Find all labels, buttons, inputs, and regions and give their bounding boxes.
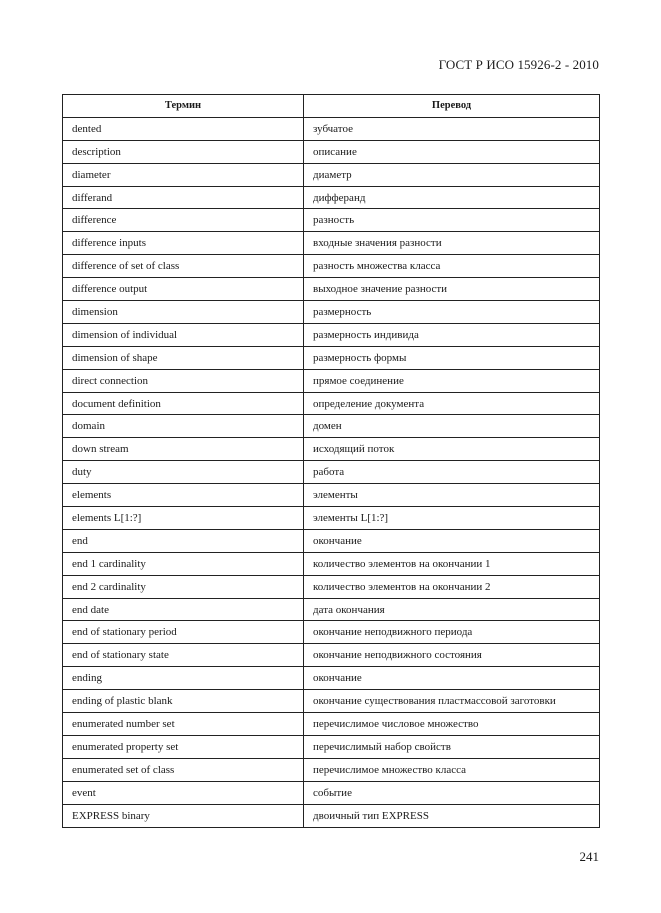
term-cell: difference output bbox=[63, 278, 304, 301]
term-cell: enumerated property set bbox=[63, 735, 304, 758]
table-row bbox=[63, 415, 600, 438]
translation-cell: определение документа bbox=[304, 392, 600, 415]
translation-cell: дата окончания bbox=[304, 598, 600, 621]
table-row bbox=[63, 758, 600, 781]
page-number: 241 bbox=[579, 849, 599, 864]
term-cell: ending bbox=[63, 667, 304, 690]
translation-cell: входные значения разности bbox=[304, 232, 600, 255]
translation-cell: перечислимый набор свойств bbox=[304, 735, 600, 758]
translation-cell: размерность формы bbox=[304, 346, 600, 369]
document-header: ГОСТ Р ИСО 15926-2 - 2010 bbox=[438, 57, 599, 72]
table-row bbox=[63, 163, 600, 186]
translation-cell: количество элементов на окончании 1 bbox=[304, 552, 600, 575]
translation-cell: двоичный тип EXPRESS bbox=[304, 804, 600, 827]
term-cell: enumerated set of class bbox=[63, 758, 304, 781]
table-row bbox=[63, 392, 600, 415]
table-body bbox=[63, 117, 600, 827]
table-header-row bbox=[63, 95, 600, 118]
table-row bbox=[63, 621, 600, 644]
table-row bbox=[63, 301, 600, 324]
translation-cell: окончание существования пластмассовой заготовки bbox=[304, 690, 600, 713]
table-row bbox=[63, 278, 600, 301]
table-row bbox=[63, 507, 600, 530]
term-cell: description bbox=[63, 140, 304, 163]
table-row bbox=[63, 117, 600, 140]
glossary-table bbox=[62, 94, 600, 828]
translation-cell: дифферанд bbox=[304, 186, 600, 209]
translation-cell: окончание bbox=[304, 529, 600, 552]
translation-cell: окончание bbox=[304, 667, 600, 690]
term-cell: ending of plastic blank bbox=[63, 690, 304, 713]
translation-cell: прямое соединение bbox=[304, 369, 600, 392]
column-header-translation: Перевод bbox=[304, 95, 600, 118]
term-cell: duty bbox=[63, 461, 304, 484]
term-cell: end 2 cardinality bbox=[63, 575, 304, 598]
term-cell: domain bbox=[63, 415, 304, 438]
term-cell: dimension bbox=[63, 301, 304, 324]
table-row bbox=[63, 323, 600, 346]
term-cell: differand bbox=[63, 186, 304, 209]
term-cell: end 1 cardinality bbox=[63, 552, 304, 575]
term-cell: enumerated number set bbox=[63, 713, 304, 736]
term-cell: document definition bbox=[63, 392, 304, 415]
table-row bbox=[63, 667, 600, 690]
translation-cell: количество элементов на окончании 2 bbox=[304, 575, 600, 598]
table-row bbox=[63, 598, 600, 621]
term-cell: direct connection bbox=[63, 369, 304, 392]
table-row bbox=[63, 461, 600, 484]
table-row bbox=[63, 713, 600, 736]
translation-cell: элементы L[1:?] bbox=[304, 507, 600, 530]
term-cell: end of stationary period bbox=[63, 621, 304, 644]
table-row bbox=[63, 369, 600, 392]
term-cell: difference of set of class bbox=[63, 255, 304, 278]
term-cell: end of stationary state bbox=[63, 644, 304, 667]
translation-cell: элементы bbox=[304, 484, 600, 507]
term-cell: end date bbox=[63, 598, 304, 621]
term-cell: difference bbox=[63, 209, 304, 232]
term-cell: event bbox=[63, 781, 304, 804]
term-cell: dimension of shape bbox=[63, 346, 304, 369]
column-header-term: Термин bbox=[63, 95, 304, 118]
table-row bbox=[63, 346, 600, 369]
table-row bbox=[63, 644, 600, 667]
translation-cell: перечислимое числовое множество bbox=[304, 713, 600, 736]
table-row bbox=[63, 552, 600, 575]
table-row bbox=[63, 484, 600, 507]
translation-cell: окончание неподвижного периода bbox=[304, 621, 600, 644]
translation-cell: размерность индивида bbox=[304, 323, 600, 346]
table-row bbox=[63, 438, 600, 461]
translation-cell: разность bbox=[304, 209, 600, 232]
table-row bbox=[63, 781, 600, 804]
table-row bbox=[63, 209, 600, 232]
term-cell: difference inputs bbox=[63, 232, 304, 255]
translation-cell: выходное значение разности bbox=[304, 278, 600, 301]
term-cell: diameter bbox=[63, 163, 304, 186]
term-cell: elements L[1:?] bbox=[63, 507, 304, 530]
term-cell: dimension of individual bbox=[63, 323, 304, 346]
translation-cell: перечислимое множество класса bbox=[304, 758, 600, 781]
term-cell: down stream bbox=[63, 438, 304, 461]
table-row bbox=[63, 255, 600, 278]
table-row bbox=[63, 186, 600, 209]
term-cell: EXPRESS binary bbox=[63, 804, 304, 827]
translation-cell: разность множества класса bbox=[304, 255, 600, 278]
table-row bbox=[63, 529, 600, 552]
translation-cell: событие bbox=[304, 781, 600, 804]
table-row bbox=[63, 804, 600, 827]
translation-cell: окончание неподвижного состояния bbox=[304, 644, 600, 667]
translation-cell: работа bbox=[304, 461, 600, 484]
translation-cell: описание bbox=[304, 140, 600, 163]
table-row bbox=[63, 735, 600, 758]
translation-cell: диаметр bbox=[304, 163, 600, 186]
term-cell: elements bbox=[63, 484, 304, 507]
translation-cell: исходящий поток bbox=[304, 438, 600, 461]
translation-cell: зубчатое bbox=[304, 117, 600, 140]
term-cell: dented bbox=[63, 117, 304, 140]
table-row bbox=[63, 575, 600, 598]
term-cell: end bbox=[63, 529, 304, 552]
translation-cell: размерность bbox=[304, 301, 600, 324]
table-row bbox=[63, 690, 600, 713]
translation-cell: домен bbox=[304, 415, 600, 438]
table-row bbox=[63, 232, 600, 255]
table-row bbox=[63, 140, 600, 163]
